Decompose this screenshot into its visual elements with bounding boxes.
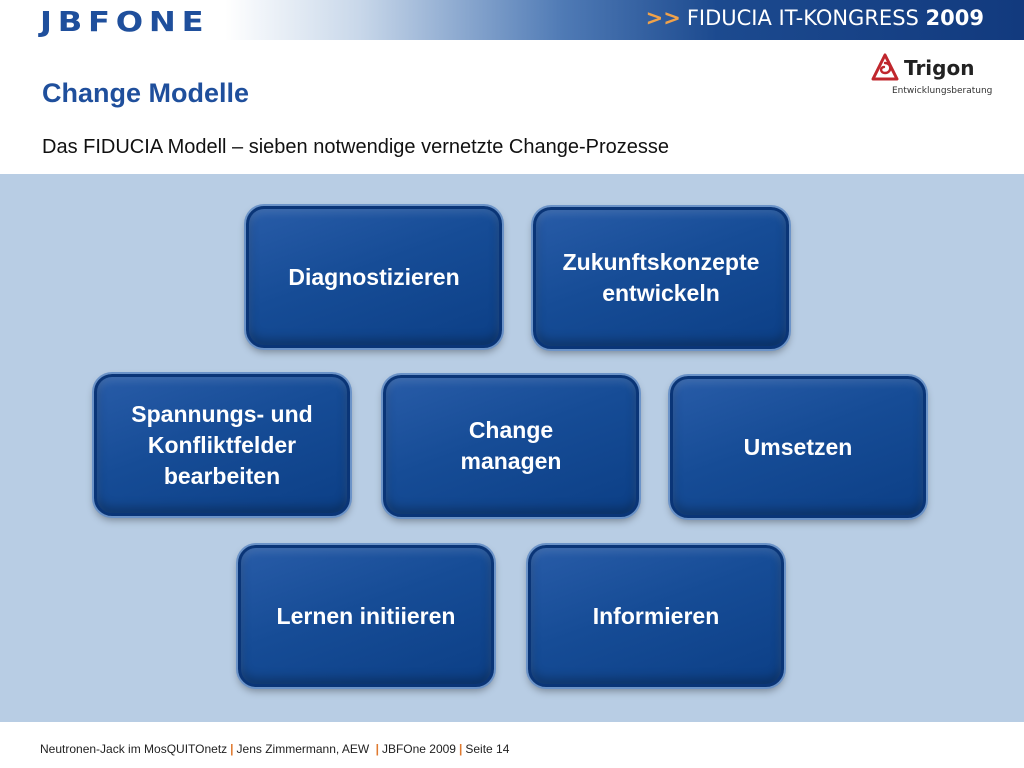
process-tile-umsetzen: Umsetzen — [670, 376, 926, 518]
footer — [40, 742, 509, 756]
trigon-mark-icon — [870, 52, 904, 82]
trigon-logo — [870, 48, 993, 100]
jbfone-logo: JBFONE — [40, 5, 210, 38]
footer-page-number: Seite 14 — [465, 742, 510, 756]
process-tile-spannungsfelder: Spannungs- und Konfliktfelder bearbeiten — [94, 374, 350, 516]
process-tile-informieren: Informieren — [528, 545, 784, 687]
process-tile-zukunftskonzepte: Zukunftskonzepte entwickeln — [533, 207, 789, 349]
page-title: Change Modelle — [42, 78, 250, 108]
page-subtitle: Das FIDUCIA Modell – sieben notwendige vernetzte Change-Prozesse — [42, 136, 669, 158]
congress-banner — [646, 6, 984, 30]
process-tile-diagnostizieren: Diagnostizieren — [246, 206, 502, 348]
footer-separator: | — [375, 742, 379, 756]
footer-author: Jens Zimmermann, AEW — [236, 742, 370, 756]
footer-talk-title: Neutronen-Jack im MosQUITOnetz — [40, 742, 228, 756]
trigon-tagline: Entwicklungsberatung — [892, 86, 993, 96]
congress-year: 2009 — [925, 6, 984, 30]
footer-separator: | — [458, 742, 463, 756]
congress-text: FIDUCIA IT-KONGRESS — [686, 6, 919, 30]
footer-event: JBFOne 2009 — [381, 742, 456, 756]
process-stage — [0, 174, 1024, 722]
trigon-name: Trigon — [904, 56, 975, 80]
process-tile-lernen: Lernen initiieren — [238, 545, 494, 687]
footer-separator: | — [230, 742, 234, 756]
congress-arrows: >> — [645, 6, 681, 30]
process-tile-change-managen: Change managen — [383, 375, 639, 517]
